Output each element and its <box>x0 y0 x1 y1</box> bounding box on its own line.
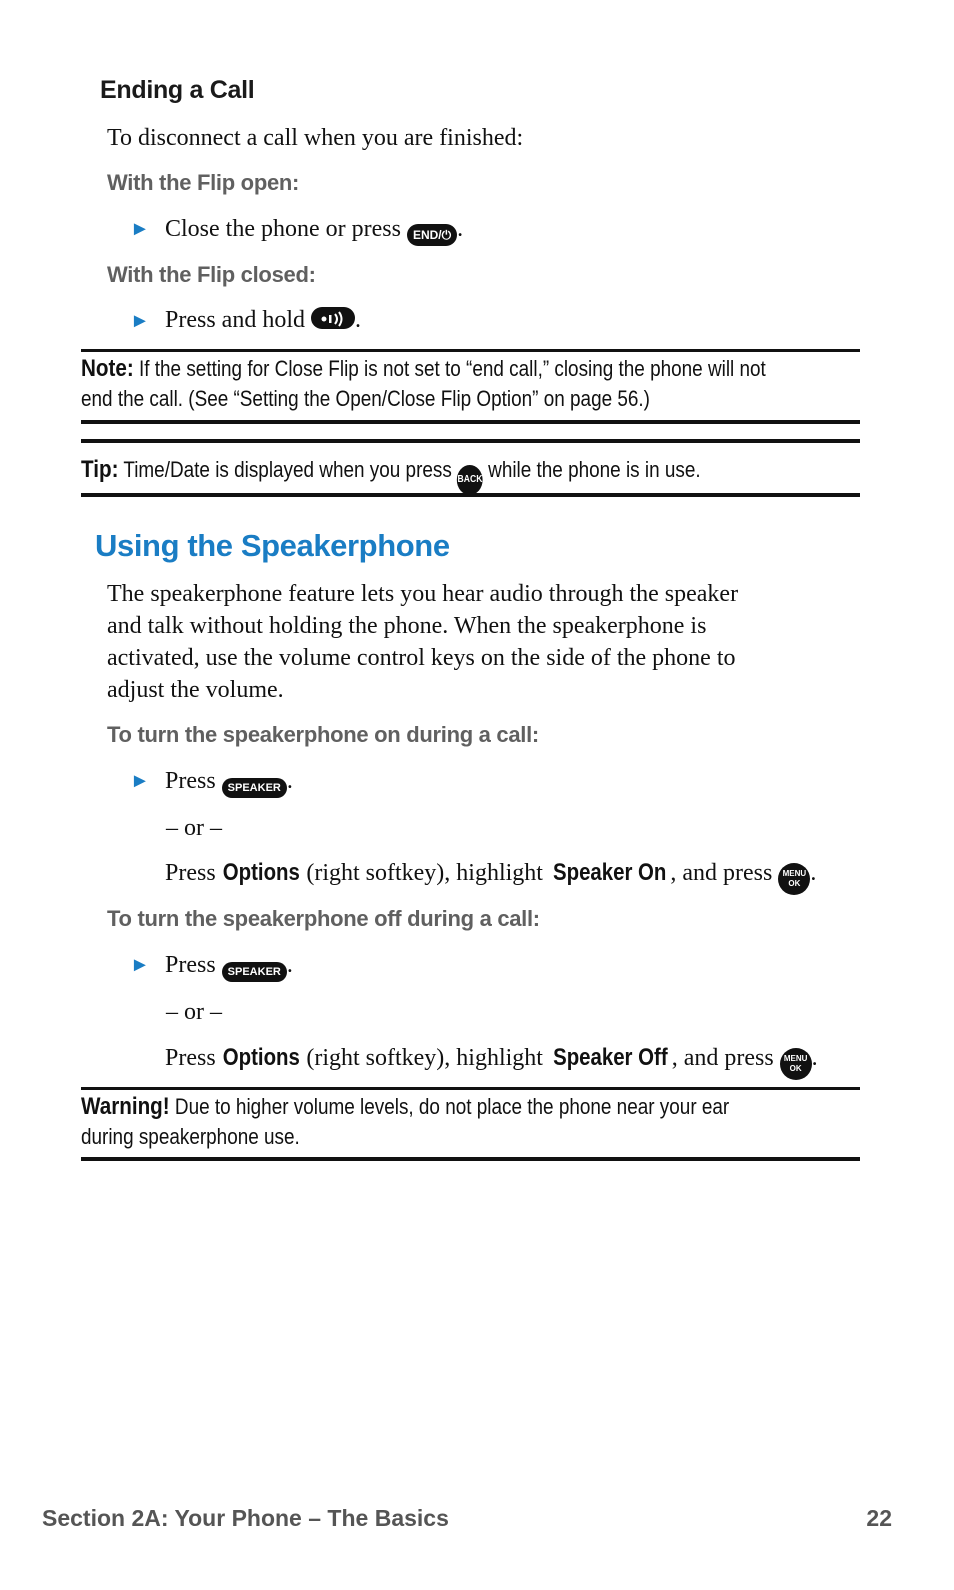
speakerphone-para-line-2: and talk without holding the phone. When the speakerphone is <box>107 613 707 639</box>
speaker-side-key-icon <box>311 307 355 329</box>
bullet-arrow-icon: ► <box>130 218 150 240</box>
warning-box <box>81 1092 729 1152</box>
speakerphone-para-line-4: adjust the volume. <box>107 677 284 703</box>
speaker-on-label: To turn the speakerphone on during a call: <box>107 722 539 747</box>
note-line-1 <box>81 354 766 384</box>
speaker-on-menu-item: Speaker On <box>552 859 667 886</box>
note-text-1: If the setting for Close Flip is not set to “end call,” closing the phone will not <box>139 356 766 381</box>
speakerphone-para-line-3: activated, use the volume control keys on the side of the phone to <box>107 645 736 671</box>
or-divider: – or – <box>166 815 222 841</box>
menu-key-bottom: OK <box>788 879 801 888</box>
note-line-2: end the call. (See “Setting the Open/Close Flip Option” on page 56.) <box>81 386 650 411</box>
or-divider: – or – <box>166 999 222 1025</box>
flip-open-label: With the Flip open: <box>107 170 300 195</box>
warning-text-1: Due to higher volume levels, do not place the phone near your ear <box>174 1094 730 1119</box>
footer-section-title: Section 2A: Your Phone – The Basics <box>42 1505 449 1531</box>
ending-call-intro: To disconnect a call when you are finished: <box>107 125 524 151</box>
and-press-text: , and press <box>671 1045 774 1071</box>
speakerphone-paragraph <box>107 578 738 706</box>
warning-bottom-rule <box>81 1157 860 1161</box>
flip-closed-step-text: Press and hold <box>165 307 305 333</box>
tip-box <box>81 455 701 495</box>
bullet-arrow-icon: ► <box>130 954 150 976</box>
tip-text-after: while the phone is in use. <box>488 457 701 482</box>
press-text: Press <box>165 768 216 794</box>
flip-closed-label: With the Flip closed: <box>107 262 316 287</box>
warning-top-rule <box>81 1087 860 1090</box>
warning-label: Warning! <box>81 1093 170 1120</box>
press-text: Press <box>165 952 216 978</box>
note-bottom-rule <box>81 420 860 424</box>
flip-open-step-text: Close the phone or press <box>165 216 401 242</box>
flip-closed-step: Press and hold . <box>165 307 361 333</box>
tip-top-rule <box>81 439 860 443</box>
speaker-key-icon: SPEAKER <box>222 778 287 798</box>
tip-text-before: Time/Date is displayed when you press <box>123 457 452 482</box>
and-press-text: , and press <box>670 860 773 886</box>
note-top-rule <box>81 349 860 352</box>
menu-key-bottom: OK <box>789 1064 802 1073</box>
options-softkey-name: Options <box>222 859 300 886</box>
ending-call-heading: Ending a Call <box>100 76 255 104</box>
right-softkey-text: (right softkey), highlight <box>306 860 543 886</box>
speaker-off-step-2: Press Options (right softkey), highlight Speaker Off , and press MENU OK . <box>165 1042 818 1080</box>
menu-key-top: MENU <box>782 869 807 878</box>
end-key-icon: END/⏻ <box>407 224 457 246</box>
bullet-arrow-icon: ► <box>130 770 150 792</box>
options-softkey-name: Options <box>222 1044 300 1071</box>
menu-ok-key-icon <box>778 863 810 895</box>
flip-open-step: Close the phone or press END/⏻ . <box>165 213 463 246</box>
speaker-off-label: To turn the speakerphone off during a call: <box>107 906 540 931</box>
menu-ok-key-icon <box>780 1048 812 1080</box>
speaker-key-icon: SPEAKER <box>222 962 287 982</box>
speaker-off-step-1: Press SPEAKER . <box>165 949 293 982</box>
side-key-glyph-icon <box>311 308 355 330</box>
tip-label: Tip: <box>81 456 119 483</box>
speakerphone-para-line-1: The speakerphone feature lets you hear audio through the speaker <box>107 581 739 607</box>
speakerphone-heading: Using the Speakerphone <box>95 528 450 563</box>
footer-page-number: 22 <box>866 1505 892 1531</box>
bullet-arrow-icon: ► <box>130 310 150 332</box>
speaker-on-step-1: Press SPEAKER . <box>165 765 293 798</box>
speaker-off-menu-item: Speaker Off <box>553 1044 668 1071</box>
menu-key-top: MENU <box>783 1054 808 1063</box>
warning-line-2: during speakerphone use. <box>81 1124 300 1149</box>
press-text: Press <box>165 860 216 886</box>
press-text: Press <box>165 1045 216 1071</box>
note-label: Note: <box>81 355 134 382</box>
warning-line-1 <box>81 1092 729 1122</box>
speaker-on-step-2: Press Options (right softkey), highlight Speaker On , and press MENU OK . <box>165 857 816 895</box>
back-key-icon: BACK <box>457 465 483 495</box>
tip-bottom-rule <box>81 493 860 497</box>
right-softkey-text: (right softkey), highlight <box>306 1045 543 1071</box>
note-box <box>81 354 766 414</box>
